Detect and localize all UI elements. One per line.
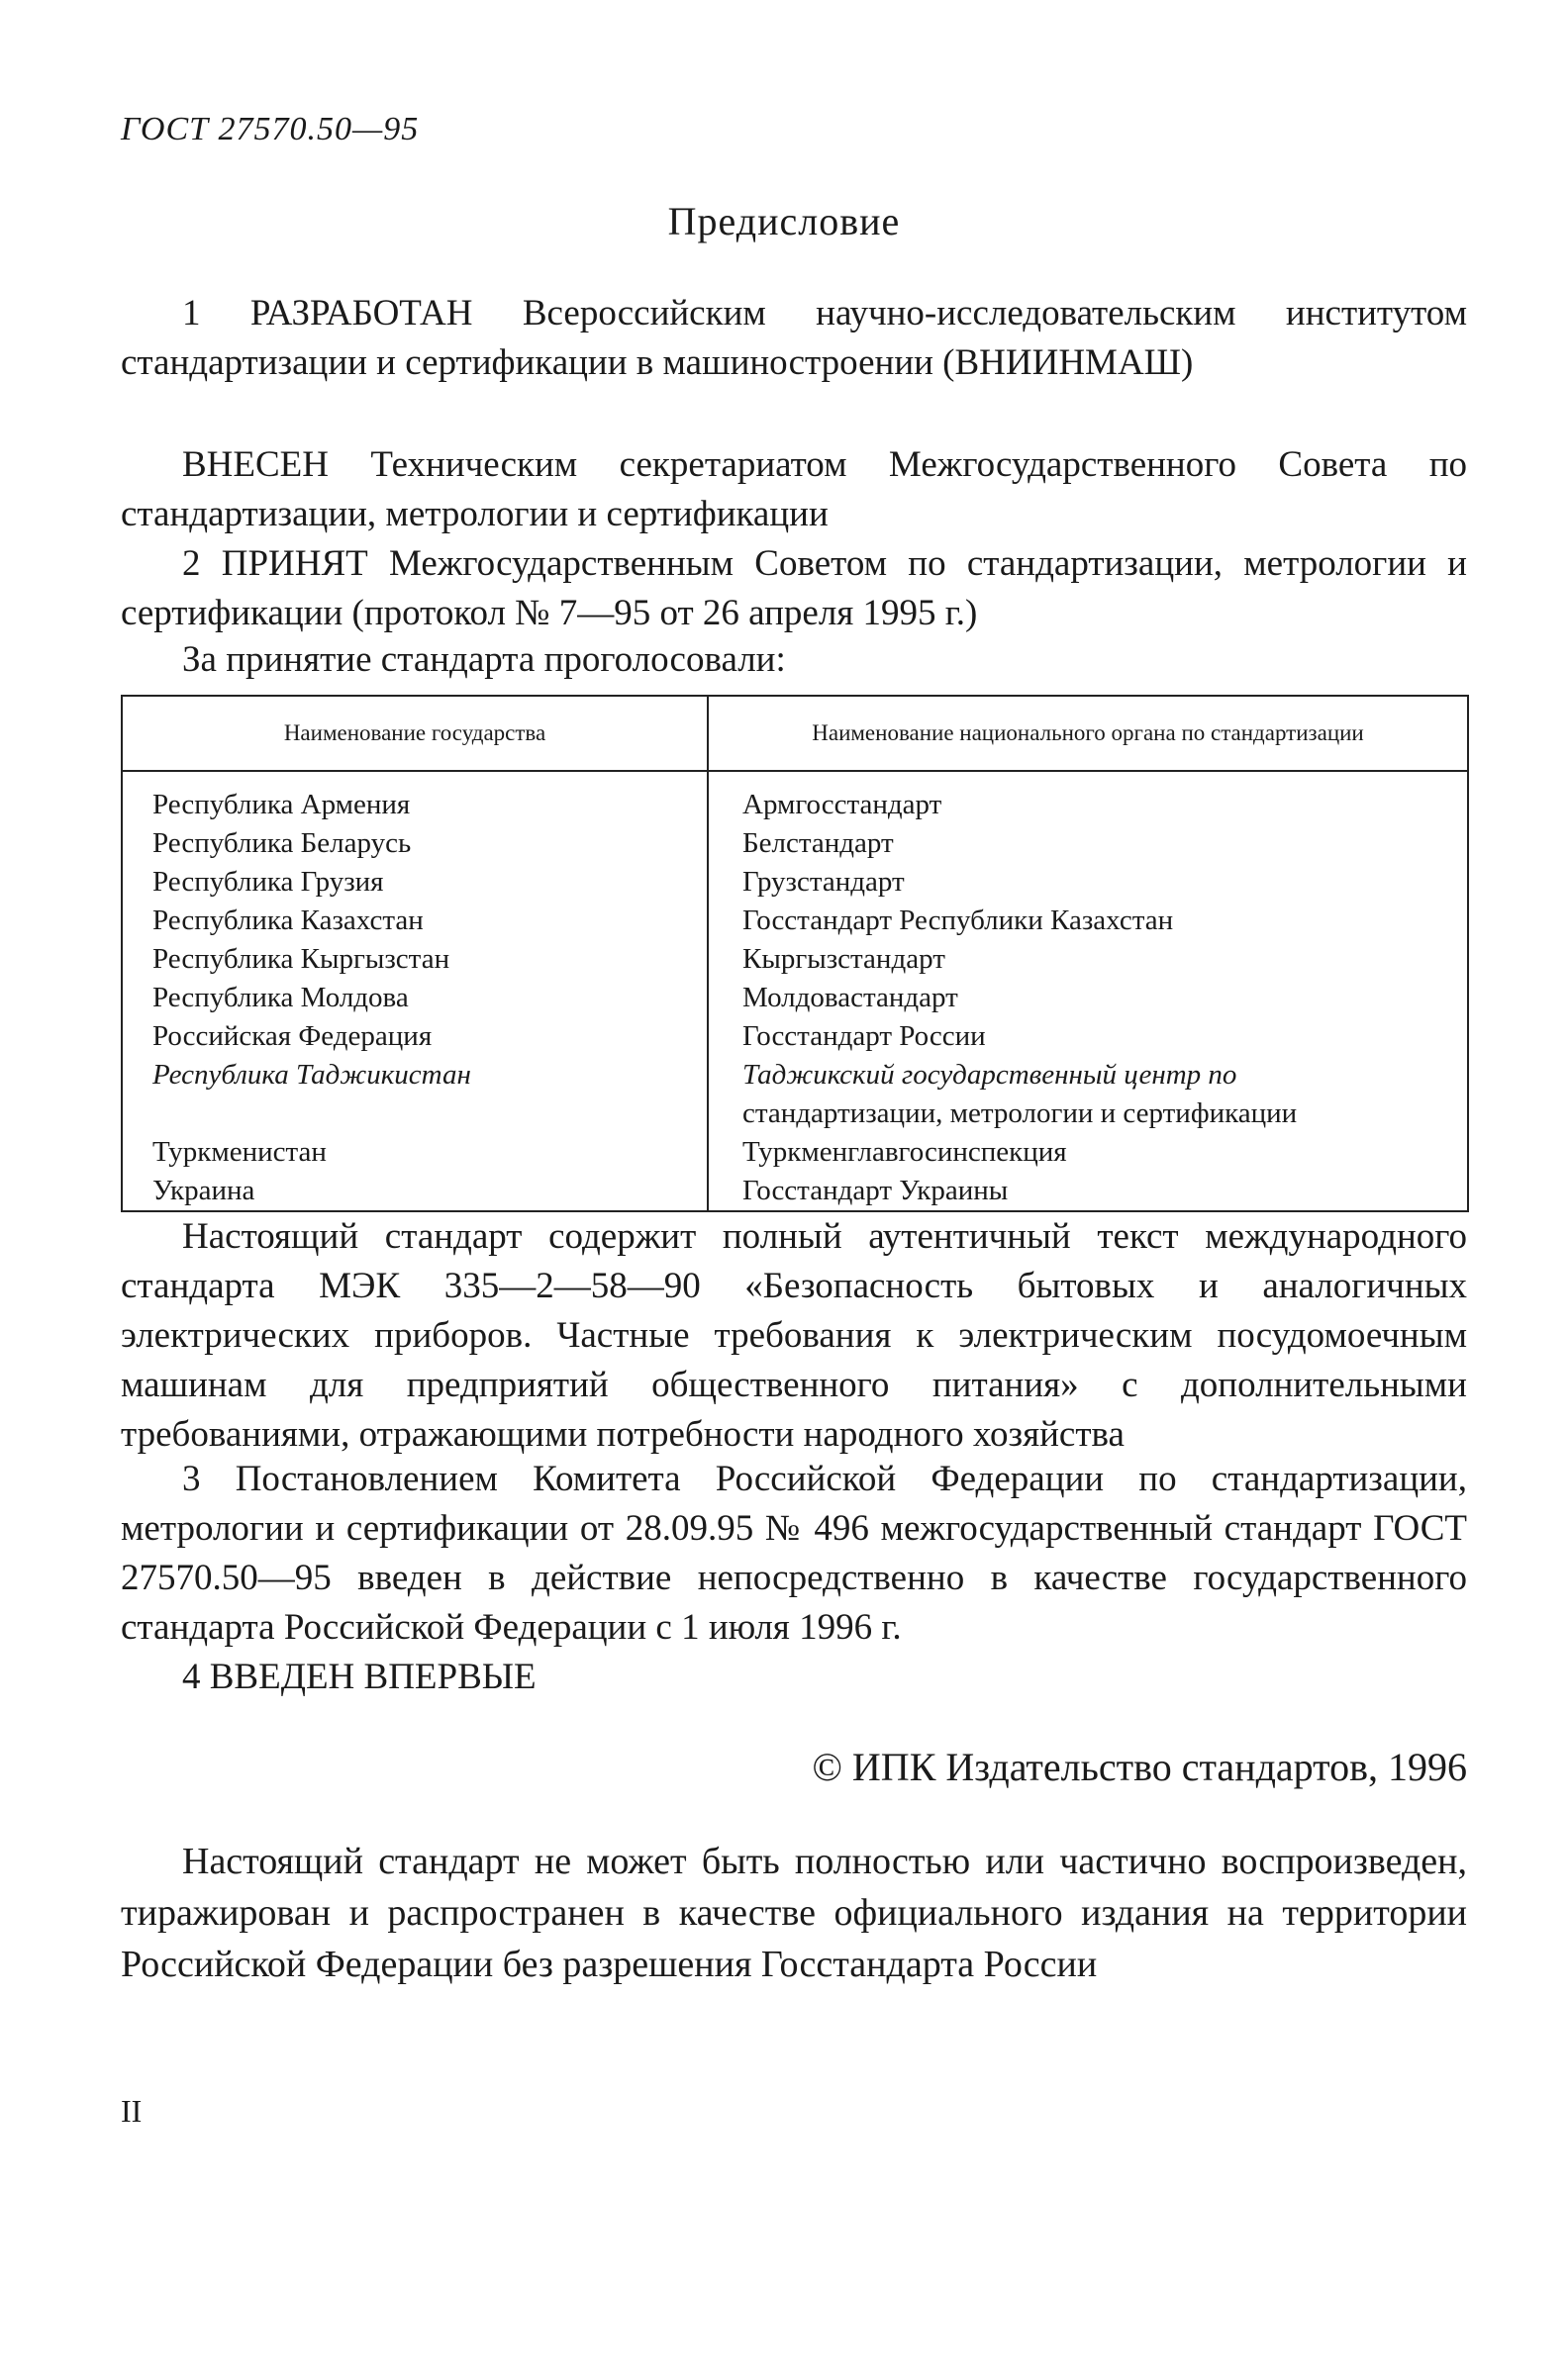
state-cell: Туркменистан (122, 1133, 708, 1172)
body-cell: Госстандарт Республики Казахстан (708, 902, 1468, 940)
body-cell: Белстандарт (708, 824, 1468, 863)
developed-paragraph: 1 РАЗРАБОТАН Всероссийским научно-исследовательским институтом стандартизации и сертификации в машиностроении (ВНИИНМАШ) (121, 293, 1467, 383)
state-cell: Республика Беларусь (122, 824, 708, 863)
introduced-paragraph: ВНЕСЕН Техническим секретариатом Межгосударственного Совета по стандартизации, метрологии и сертификации (121, 444, 1467, 534)
resolution-paragraph: 3 Постановлением Комитета Российской Федерации по стандартизации, метрологии и сертификации от 28.09.95 № 496 межгосударственный стандарт ГОСТ 27570.50—95 введен в действие непосредственно в качестве государственного стандарта Российской Федерации с 1 июля 1996 г. (121, 1459, 1467, 1648)
table-row (122, 1133, 1468, 1172)
state-cell: Российская Федерация (122, 1017, 708, 1056)
page-title: Предисловие (667, 199, 901, 243)
table-row (122, 1095, 1468, 1133)
state-cell: Республика Молдова (122, 979, 708, 1017)
table-row (122, 824, 1468, 863)
state-cell: Республика Таджикистан (122, 1056, 708, 1095)
body-cell: Молдовастандарт (708, 979, 1468, 1017)
state-cell (122, 1095, 708, 1133)
state-cell: Республика Казахстан (122, 902, 708, 940)
document-code: ГОСТ 27570.50—95 (121, 111, 420, 147)
body-cell: Госстандарт России (708, 1017, 1468, 1056)
page-number: II (121, 2093, 143, 2129)
table-row (122, 863, 1468, 902)
table-row (122, 902, 1468, 940)
table-row (122, 771, 1468, 824)
table-row (122, 940, 1468, 979)
table-row (122, 1172, 1468, 1211)
state-cell: Республика Грузия (122, 863, 708, 902)
table-header-row (122, 696, 1468, 771)
body-cell: Таджикский государственный центр по (708, 1056, 1468, 1095)
voting-states-table (121, 695, 1469, 1212)
contains-paragraph: Настоящий стандарт содержит полный аутентичный текст международного стандарта МЭК 335—2—58—90 «Безопасность бытовых и аналогичных электрических приборов. Частные требования к электрическим посудомоечным машинам для предприятий общественного питания» с дополнительными требованиями, отражающими потребности народного хозяйства (121, 1216, 1467, 1455)
table-row (122, 979, 1468, 1017)
body-cell: Кыргызстандарт (708, 940, 1468, 979)
voted-paragraph: За принятие стандарта проголосовали: (182, 639, 786, 680)
column-header-body: Наименование национального органа по стандартизации (708, 696, 1468, 771)
body-cell: Армгосстандарт (708, 771, 1468, 824)
state-cell: Республика Армения (122, 771, 708, 824)
body-cell: Госстандарт Украины (708, 1172, 1468, 1211)
reproduction-notice: Настоящий стандарт не может быть полностью или частично воспроизведен, тиражирован и распространен в качестве официального издания на территории Российской Федерации без разрешения Госстандарта России (121, 1841, 1467, 1985)
body-cell: стандартизации, метрологии и сертификации (708, 1095, 1468, 1133)
body-cell: Грузстандарт (708, 863, 1468, 902)
table-row (122, 1056, 1468, 1095)
state-cell: Республика Кыргызстан (122, 940, 708, 979)
body-cell: Туркменглавгосинспекция (708, 1133, 1468, 1172)
table-row (122, 1017, 1468, 1056)
copyright-notice: © ИПК Издательство стандартов, 1996 (812, 1745, 1467, 1789)
state-cell: Украина (122, 1172, 708, 1211)
adopted-paragraph: 2 ПРИНЯТ Межгосударственным Советом по стандартизации, метрологии и сертификации (протокол № 7—95 от 26 апреля 1995 г.) (121, 543, 1467, 633)
column-header-state: Наименование государства (122, 696, 708, 771)
first-time-paragraph: 4 ВВЕДЕН ВПЕРВЫЕ (182, 1657, 537, 1697)
